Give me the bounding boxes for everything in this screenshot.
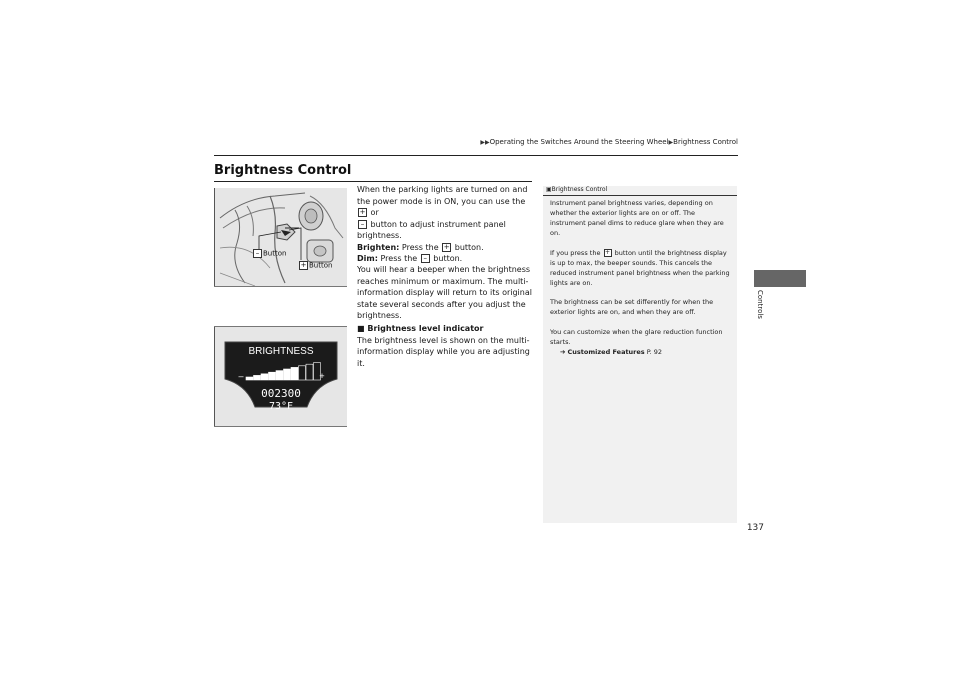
level-indicator-text: The brightness level is shown on the multi-information display while you are adjusting it. bbox=[357, 335, 530, 368]
notes-paragraph: The brightness can be set differently for when the exterior lights are on, and when they are off. bbox=[550, 298, 714, 316]
notes-paragraph: Instrument panel brightness varies, depending on whether the exterior lights are on or off. The instrument panel dims to reduce glare when they are on. bbox=[550, 199, 724, 237]
dim-text: button. bbox=[433, 254, 463, 263]
display-title: BRIGHTNESS bbox=[248, 346, 314, 357]
notes-text: If you press the bbox=[550, 249, 601, 257]
notes-text: button until the brightness display is up to max, the beeper sounds. This cancels the reduced instrument panel brightness when the parking lights are on. bbox=[550, 249, 730, 287]
title-divider bbox=[214, 181, 532, 182]
brightness-level-bar bbox=[276, 371, 283, 380]
odometer-readout: 002300 bbox=[261, 387, 301, 400]
intro-text: When the parking lights are turned on and the power mode is in ON, you can use the bbox=[357, 185, 528, 206]
figure-divider bbox=[214, 286, 347, 287]
cross-reference-page: P. 92 bbox=[646, 348, 663, 356]
plus-button-callout bbox=[298, 261, 332, 270]
arrow-icon: ▶ bbox=[668, 139, 674, 146]
sub-heading: Brightness level indicator bbox=[367, 324, 484, 333]
breadcrumb bbox=[470, 138, 738, 146]
brightness-display-illustration bbox=[214, 327, 347, 426]
note-icon: ▣ bbox=[546, 186, 552, 193]
minus-button-label: Button bbox=[263, 249, 287, 258]
notes-heading bbox=[546, 186, 607, 193]
notes-paragraph bbox=[550, 327, 732, 357]
steering-wheel-drawing bbox=[215, 188, 347, 286]
section-tab-text: Controls bbox=[756, 290, 764, 319]
intro-text: button to adjust instrument panel brightness. bbox=[357, 219, 506, 240]
cross-reference-arrow-icon: ➔ bbox=[560, 348, 566, 356]
display-screen bbox=[215, 327, 347, 426]
level-plus-sign: + bbox=[319, 371, 325, 381]
minus-icon: – bbox=[421, 254, 430, 263]
section-tab-label bbox=[752, 290, 766, 330]
steering-wheel-illustration bbox=[214, 188, 347, 286]
brightness-level-bar bbox=[261, 374, 268, 380]
section-tab bbox=[754, 270, 806, 287]
arrow-icon: ▶▶ bbox=[480, 139, 490, 146]
brightness-level-bar bbox=[254, 375, 261, 380]
level-minus-sign: – bbox=[238, 371, 244, 381]
plus-icon: + bbox=[443, 242, 450, 251]
dim-label: Dim: bbox=[357, 254, 378, 263]
cross-reference[interactable] bbox=[560, 348, 662, 356]
notes-heading-text: Brightness Control bbox=[551, 186, 608, 193]
intro-text: or bbox=[370, 208, 379, 217]
brightness-level-bar bbox=[246, 377, 253, 380]
brightness-level-bar bbox=[284, 369, 291, 380]
intro-paragraph bbox=[357, 184, 535, 265]
notes-paragraph bbox=[550, 248, 732, 288]
beeper-paragraph: You will hear a beeper when the brightness reaches minimum or maximum. The multi-information display will return to its original state several seconds after you adjust the brightness. bbox=[357, 265, 532, 320]
brightness-level-bar bbox=[291, 367, 298, 380]
page-number: 137 bbox=[746, 523, 764, 533]
temperature-readout: 73°F bbox=[268, 401, 294, 412]
notes-text: You can customize when the glare reduction function starts. bbox=[550, 328, 723, 346]
minus-button-callout bbox=[252, 249, 286, 258]
plus-button-label: Button bbox=[309, 261, 333, 270]
page-title: Brightness Control bbox=[214, 163, 352, 178]
minus-icon: – bbox=[253, 249, 262, 258]
brighten-text: button. bbox=[454, 242, 484, 252]
brightness-level-bar bbox=[269, 372, 276, 380]
dim-text: Press the bbox=[380, 254, 418, 263]
plus-icon: + bbox=[359, 208, 366, 216]
breadcrumb-item: Operating the Switches Around the Steering Wheel bbox=[489, 138, 669, 146]
minus-icon: – bbox=[358, 220, 367, 229]
header-divider bbox=[214, 155, 738, 156]
cross-reference-link[interactable]: Customized Features bbox=[567, 348, 645, 356]
plus-icon: + bbox=[300, 261, 307, 269]
brighten-label: Brighten: bbox=[357, 242, 400, 252]
figure-divider bbox=[214, 426, 347, 427]
level-indicator-section bbox=[357, 323, 535, 369]
square-bullet-icon: ■ bbox=[357, 324, 365, 333]
brighten-text: Press the bbox=[401, 242, 439, 252]
plus-icon: + bbox=[605, 249, 611, 256]
breadcrumb-item: Brightness Control bbox=[673, 138, 738, 146]
